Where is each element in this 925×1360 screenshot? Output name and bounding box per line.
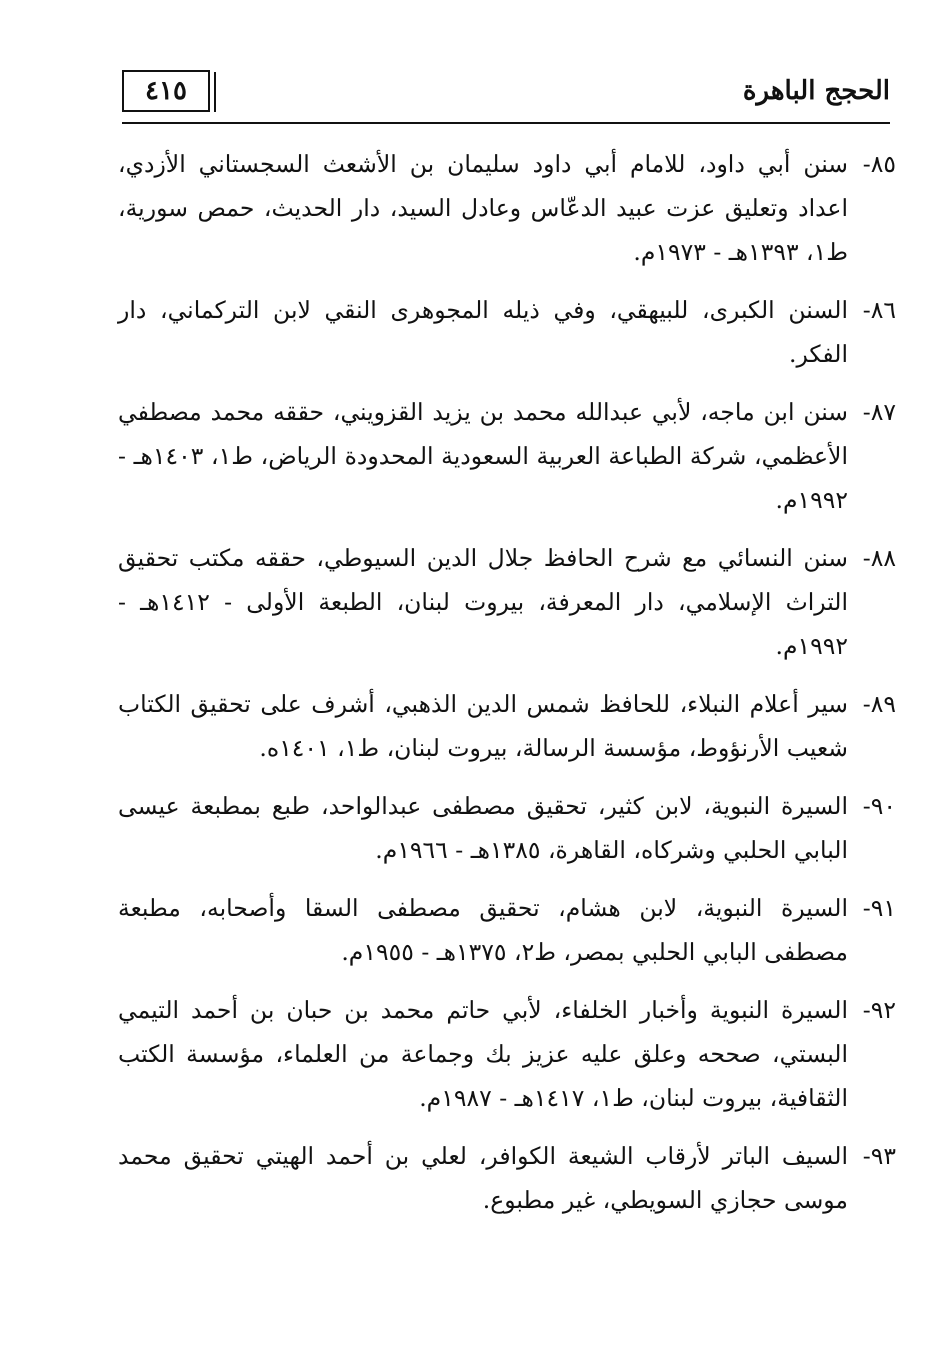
reference-text: السيف الباتر لأرقاب الشيعة الكوافر، لعلي بن أحمد الهيتي تحقيق محمد موسى حجازي السويطي، غير مطبوع. bbox=[118, 1142, 848, 1214]
reference-entry bbox=[118, 390, 896, 522]
reference-text: السيرة النبوية وأخبار الخلفاء، لأبي حاتم محمد بن حبان بن أحمد التيمي البستي، صححه وعلق عليه عزيز بك وجماعة من العلماء، مؤسسة الكتب الثقافية، بيروت لبنان، ط١، ١٤١٧هـ - ١٩٨٧م. bbox=[118, 996, 848, 1112]
reference-text: سنن ابن ماجه، لأبي عبدالله محمد بن يزيد القزويني، حققه محمد مصطفي الأعظمي، شركة الطباعة العربية السعودية المحدودة الرياض، ط١، ١٤٠٣هـ - ١٩٩٢م. bbox=[118, 398, 848, 514]
header-rule bbox=[122, 122, 890, 124]
reference-number: ٩٣- bbox=[862, 1142, 896, 1170]
reference-text: سنن أبي داود، للامام أبي داود سليمان بن الأشعث السجستاني الأزدي، اعداد وتعليق عزت عبيد الدعّاس وعادل السيد، دار الحديث، حمص سورية، ط١، ١٣٩٣هـ - ١٩٧٣م. bbox=[118, 150, 848, 266]
reference-list bbox=[118, 142, 896, 1236]
reference-entry bbox=[118, 886, 896, 974]
reference-number: ٩١- bbox=[862, 894, 896, 922]
reference-entry bbox=[118, 142, 896, 274]
reference-entry bbox=[118, 536, 896, 668]
reference-entry bbox=[118, 682, 896, 770]
page-number: ٤١٥ bbox=[122, 70, 210, 112]
reference-number: ٩٠- bbox=[862, 792, 896, 820]
reference-text: سير أعلام النبلاء، للحافظ شمس الدين الذهبي، أشرف على تحقيق الكتاب شعيب الأرنؤوط، مؤسسة الرسالة، بيروت لبنان، ط١، ١٤٠١ه. bbox=[118, 690, 848, 762]
page-header bbox=[122, 66, 890, 122]
reference-number: ٨٩- bbox=[862, 690, 896, 718]
reference-number: ٨٧- bbox=[862, 398, 896, 426]
reference-number: ٨٨- bbox=[862, 544, 896, 572]
reference-text: سنن النسائي مع شرح الحافظ جلال الدين السيوطي، حققه مكتب تحقيق التراث الإسلامي، دار المعرفة، بيروت لبنان، الطبعة الأولى - ١٤١٢هـ - ١٩٩٢م. bbox=[118, 544, 848, 660]
reference-number: ٨٦- bbox=[862, 296, 896, 324]
reference-text: السيرة النبوية، لابن كثير، تحقيق مصطفى عبدالواحد، طبع بمطبعة عيسى البابي الحلبي وشركاه، القاهرة، ١٣٨٥هـ - ١٩٦٦م. bbox=[118, 792, 848, 864]
reference-entry bbox=[118, 988, 896, 1120]
reference-entry bbox=[118, 784, 896, 872]
reference-entry bbox=[118, 288, 896, 376]
reference-number: ٨٥- bbox=[862, 150, 896, 178]
page-number-box-tick bbox=[214, 72, 216, 112]
reference-text: السيرة النبوية، لابن هشام، تحقيق مصطفى السقا وأصحابه، مطبعة مصطفى البابي الحلبي بمصر، ط٢، ١٣٧٥هـ - ١٩٥٥م. bbox=[118, 894, 848, 966]
reference-text: السنن الكبرى، للبيهقي، وفي ذيله المجوهرى النقي لابن التركماني، دار الفكر. bbox=[118, 296, 848, 368]
reference-entry bbox=[118, 1134, 896, 1222]
running-title: الحجج الباهرة bbox=[742, 76, 890, 106]
reference-number: ٩٢- bbox=[862, 996, 896, 1024]
